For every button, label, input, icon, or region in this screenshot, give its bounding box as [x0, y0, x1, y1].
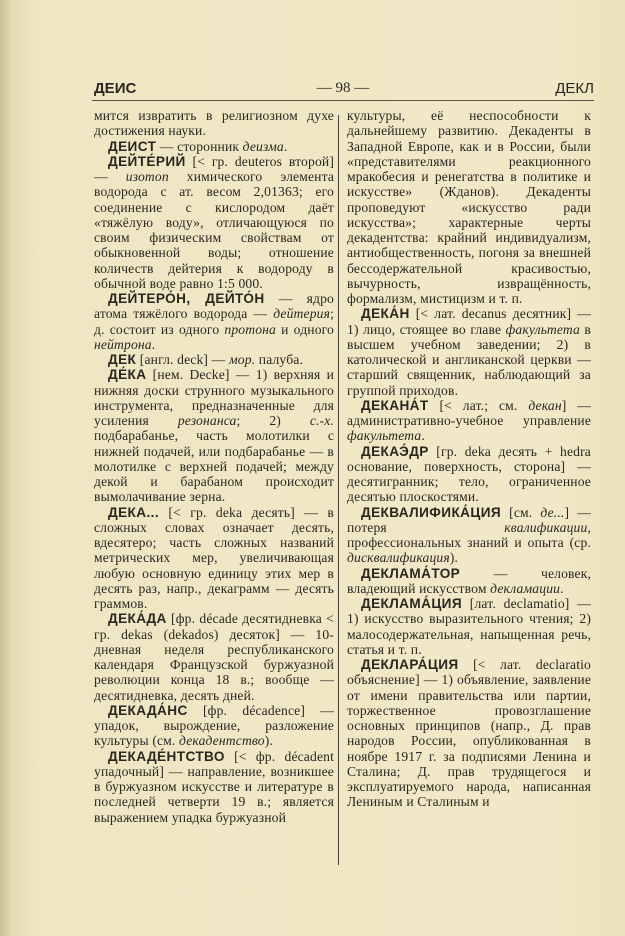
italic-term: декламации — [490, 580, 561, 596]
headword: ДЕКАДЕ́НТСТВО — [108, 748, 225, 764]
headword: ДЕКА... — [108, 504, 159, 520]
entry-text: палуба. — [255, 352, 303, 367]
entry-text: [англ. deck] — — [136, 352, 229, 367]
entry-text: . — [421, 428, 425, 444]
left-guide-word: ДЕИС — [94, 80, 137, 97]
entry-text: [см. — [501, 504, 541, 520]
entry-text: . — [151, 336, 156, 352]
entry-text: [< гр. deuteros второй] — — [94, 153, 334, 184]
entry-text: — сторонник — [156, 138, 243, 154]
entry-text: [< фр. décadent упадочный] — направление, возникшее в буржуазном искусстве и литературе в последней четверти 19 в.; является выражением упадка буржуазной — [94, 748, 334, 825]
headword: ДЕКА́ДА — [108, 611, 167, 627]
dictionary-entry — [94, 611, 334, 703]
entry-text: [< лат. declaratio объяснение] — 1) объявление, заявление от имени правительства или партии, торжественное провозглашение основных принципов (напр., Д. прав народов России, опубликованная в ноябре 1917 г. за подписями Ленина и Сталина; Д. прав трудящегося и эксплуатируемого народа, написанная Лениным и Сталиным и — [347, 657, 591, 810]
right-column — [347, 108, 591, 810]
headword: ДЕКАНА́Т — [361, 397, 429, 413]
italic-term: декадентство — [179, 733, 265, 749]
headword: ДЕЙТЕ́РИЙ — [108, 153, 186, 169]
italic-term: нейтрона — [94, 336, 152, 352]
italic-term: с.-х. — [309, 413, 334, 428]
italic-term: изотоп — [125, 169, 169, 184]
entry-text: [< лат. decanus десятник] — 1) лицо, стоящее во главе — [347, 306, 591, 337]
entry-text: . — [283, 138, 288, 154]
entry-text: ] — потеря — [347, 504, 591, 535]
entry-text: химического элемента водорода с ат. весом 2,01363; его соединение с кислородом даёт «тяжёлую воду», отличающуюся по своим физическим свойствам от обыкновенной воды; отношение количеств дейтерия к водороду в обычной воде равно 1:5 000. — [94, 169, 335, 291]
italic-term: де... — [540, 504, 565, 520]
headword: ДЕИСТ — [108, 138, 157, 154]
italic-term: квалификации — [504, 519, 588, 535]
headword: ДЕКА́Н — [361, 306, 410, 322]
dictionary-entry — [94, 291, 334, 352]
italic-term: деизма — [242, 138, 284, 154]
entry-text: подбарабанье, часть молотилки с нижней подачей, или подбарабанье — в молотилке с верхней подачей; между декой и барабаном происходит вымолачивание зерна. — [94, 428, 334, 505]
entry-text: [< гр. deka десять] — в сложных словах означает десять, вдесятеро; часть сложных названий метрических мер, увеличивающая любую основную единицу этих мер в десять раз, напр., декаграмм — десять граммов. — [94, 504, 334, 611]
italic-term: декан — [528, 397, 562, 413]
italic-term: протона — [224, 321, 276, 337]
entry-text: культуры, её неспособности к дальнейшему развитию. Декаденты в Западной Европе, как и в России, были «представителями реакционного мракобесия и ренегатства в политике и искусстве» (Жданов). Декаденты проповедуют «искусство ради искусства»; характерные черты декадентства: крайний индивидуализм, антиобщественность, погоня за внешней бессодержательной красивостью, вычурность, извращённость, формализм, мистицизм и т. п. — [347, 108, 591, 306]
running-header — [92, 78, 594, 101]
headword: ДЕКВАЛИФИКА́ЦИЯ — [361, 504, 502, 520]
entry-text: ; д. состоит из одного — [94, 306, 334, 337]
italic-term: факультета — [505, 321, 580, 337]
entry-text: [нем. Decke] — 1) верхняя и нижняя доски струнного музыкального инструмента, предназначенные для усиления — [94, 367, 334, 428]
dictionary-entry — [347, 444, 591, 505]
dictionary-entry — [347, 596, 591, 657]
dictionary-entry — [94, 749, 334, 825]
page-number: — 98 — — [316, 80, 370, 96]
entry-text: и одного — [276, 321, 334, 337]
entry-text: [гр. deka десять + hedra основание, поверхность, сторона] — десятигранник; тело, ограниченное десятью плоскостями. — [347, 443, 591, 505]
entry-text: [< лат.; см. — [428, 397, 529, 413]
dictionary-entry — [347, 306, 591, 398]
headword: ДЕКЛАМА́ТОР — [361, 565, 461, 581]
right-guide-word: ДЕКЛ — [555, 80, 594, 97]
left-column — [94, 108, 334, 825]
dictionary-entry — [94, 352, 334, 367]
headword: ДЕКЛАМА́ЦИЯ — [361, 596, 463, 611]
dictionary-entry — [94, 505, 334, 612]
entry-text: [лат. declamatio] — 1) искусство выразительного чтения; 2) малосодержательная, напыщенная речь, статья и т. п. — [347, 596, 591, 657]
dictionary-entry — [347, 398, 591, 444]
dictionary-entry — [94, 139, 334, 154]
italic-term: резонанса — [177, 413, 237, 428]
italic-term: мор. — [228, 352, 256, 367]
entry-text: ; 2) — [236, 413, 310, 428]
headword: ДЕК — [108, 352, 137, 367]
dictionary-entry — [347, 505, 591, 566]
entry-text: ). — [264, 733, 273, 749]
entry-text: мится извратить в религиозном духе достижения науки. — [94, 108, 334, 139]
entry-text: [фр. décadence] — упадок, вырождение, разложение культуры (см. — [94, 702, 334, 749]
italic-term: дейтерия — [273, 306, 331, 322]
entry-text: , профессиональных знаний и опыта (ср. — [347, 519, 591, 550]
dictionary-entry — [94, 703, 334, 749]
headword: ДЕКЛАРА́ЦИЯ — [361, 657, 459, 672]
italic-term: дисквалификация — [347, 550, 450, 566]
headword: ДЕ́КА — [108, 367, 147, 383]
entry-text: ] — административно-учебное управление — [347, 397, 591, 428]
headword: ДЕКАЭ́ДР — [361, 443, 429, 459]
entry-continuation — [94, 108, 334, 139]
dictionary-entry — [94, 154, 334, 291]
dictionary-entry — [347, 657, 591, 810]
entry-text: — ядро атома тяжёлого водорода — — [94, 291, 334, 322]
column-divider — [338, 115, 339, 865]
entry-text: ). — [449, 550, 459, 566]
headword: ДЕКАДА́НС — [108, 702, 188, 718]
italic-term: факультета — [347, 428, 422, 444]
entry-continuation — [347, 108, 591, 306]
dictionary-entry — [347, 566, 591, 597]
dictionary-entry — [94, 367, 334, 504]
entry-text: . — [560, 580, 564, 596]
entry-text: [фр. décade десятидневка < гр. dekas (dekados) десяток] — 10-дневная неделя республиканского календаря Французской буржуазной революции конца 18 в.; вообще — десятидневка, десять дней. — [94, 611, 334, 703]
headword: ДЕЙТЕРО́Н, ДЕЙТО́Н — [108, 291, 265, 306]
entry-text: — человек, владеющий искусством — [347, 565, 591, 596]
entry-text: в высшем учебном заведении; 2) в католической и англиканской церкви — старший священник, наблюдающий за группой приходов. — [347, 321, 591, 398]
